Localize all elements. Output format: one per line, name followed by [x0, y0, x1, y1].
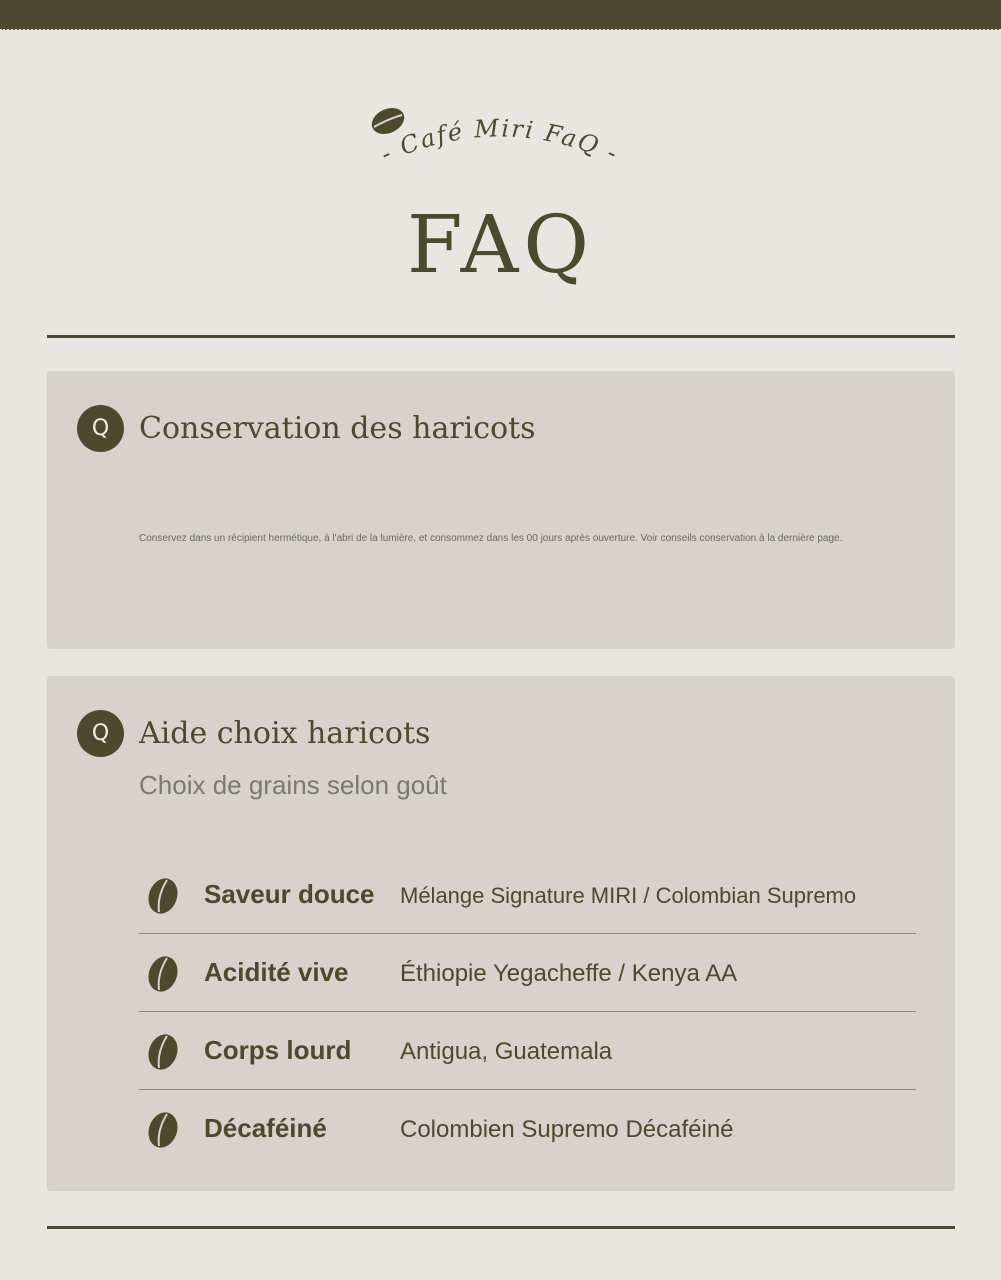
recommendation-table: [139, 856, 916, 1167]
flavor-label: Corps lourd: [204, 1035, 352, 1065]
brand-arc-text: - Café Miri FaQ -: [376, 114, 624, 169]
coffee-bean-icon: [145, 1032, 181, 1072]
recommendation-row: [139, 1012, 916, 1090]
coffee-bean-icon: [370, 105, 406, 137]
bean-suggestion: Éthiopie Yegacheffe / Kenya AA: [400, 960, 738, 987]
faq-card-storage: [47, 371, 955, 649]
question-title: Aide choix haricots: [139, 716, 431, 751]
page-title: FAQ: [407, 198, 594, 291]
coffee-bean-icon: [145, 1110, 181, 1150]
coffee-bean-icon: [145, 954, 181, 994]
answer-text: Conservez dans un récipient hermétique, à l'abri de la lumière, et consommez dans les 00 jours après ouverture. Voir conseils conservation à la dernière page.: [139, 533, 843, 544]
flavor-label: Décaféiné: [204, 1113, 327, 1143]
brand-header: [0, 0, 1001, 180]
svg-text:- Café Miri FaQ -: [377, 114, 624, 168]
flavor-label: Acidité vive: [204, 957, 349, 987]
bean-suggestion: Mélange Signature MIRI / Colombian Supremo: [400, 883, 857, 908]
bean-suggestion: Antigua, Guatemala: [400, 1038, 613, 1065]
coffee-bean-icon: [145, 876, 181, 916]
brand-arc: [370, 105, 630, 175]
flavor-label: Saveur douce: [204, 879, 375, 909]
question-title: Conservation des haricots: [139, 411, 536, 446]
question-subtitle: Choix de grains selon goût: [139, 770, 447, 800]
divider-top: [47, 335, 955, 338]
recommendation-row: [139, 856, 916, 934]
recommendation-row: [139, 934, 916, 1012]
recommendation-row: [139, 1090, 916, 1167]
question-badge: Q: [77, 710, 124, 757]
bean-suggestion: Colombien Supremo Décaféiné: [400, 1116, 734, 1143]
faq-card-bean-choice: [47, 676, 955, 1191]
divider-bottom: [47, 1226, 955, 1229]
question-badge: Q: [77, 405, 124, 452]
